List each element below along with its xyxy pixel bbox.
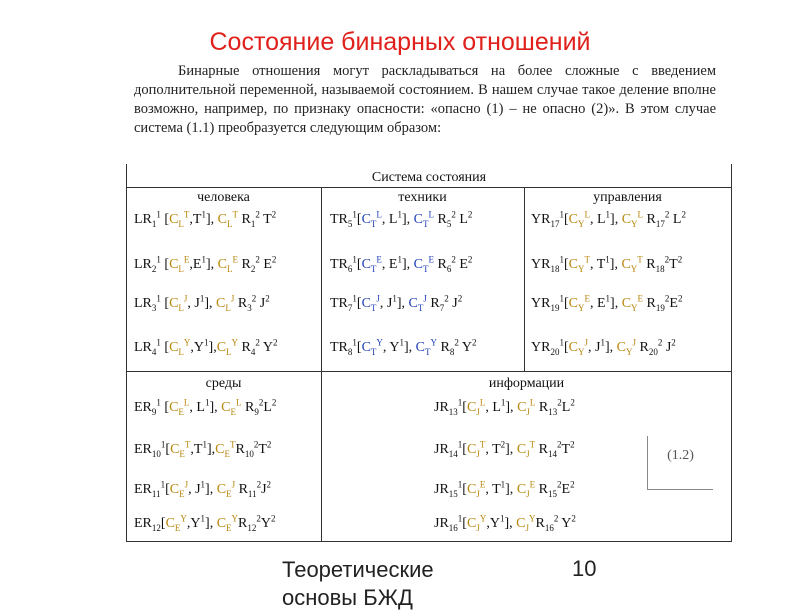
table-line bbox=[126, 371, 732, 372]
formula-tr8: $TR_8^1[C_T^Y$, $Y^1$], $C_T^Y$ $R_8^2$ $Y^2$ bbox=[330, 337, 477, 357]
header-environment: среды bbox=[205, 376, 242, 391]
table-line bbox=[321, 187, 322, 542]
formula-jr14: $JR_{14}^1[C_J^T$, $T^2$], $C_J^T$ $R_{14}^2T^2$ bbox=[434, 439, 575, 459]
formula-yr19: $YR_{19}^1[C_Y^E$, $E^1$], $C_Y^E$ $R_{19}^2E^2$ bbox=[531, 293, 683, 313]
formula-lr4: $LR_4^1$ $[C_L^Y,Y^1],C_L^Y$ $R_4^2$ $Y^2$ bbox=[134, 337, 278, 357]
formula-tr6: $TR_6^1[C_T^E$, $E^1$], $C_T^E$ $R_6^2$ $E^2$ bbox=[330, 254, 473, 274]
header-information: информации bbox=[488, 376, 565, 391]
formula-er11: $ER_{11}^1[C_E^J$, $J^1$], $C_E^J$ $R_{11}^2J^2$ bbox=[134, 479, 272, 499]
formula-tr7: $TR_7^1[C_T^J$, $J^1$], $C_T^J$ $R_7^2$ $J^2$ bbox=[330, 293, 463, 313]
formula-lr3: $LR_3^1$ [$C_L^J$, $J^1$], $C_L^J$ $R_3^2$ $J^2$ bbox=[134, 293, 270, 313]
table-title: Система состояния bbox=[371, 170, 487, 185]
formula-er9: $ER_9^1$ [$C_E^L$, $L^1$], $C_E^L$ $R_9^2L^2$ bbox=[134, 397, 277, 417]
formula-er10: $ER_{10}^1[C_E^T,T^1],C_E^TR_{10}^2T^2$ bbox=[134, 439, 272, 459]
header-technics: техники bbox=[398, 190, 447, 205]
slide-title: Состояние бинарных отношений bbox=[209, 28, 591, 56]
intro-paragraph: Бинарные отношения могут раскладываться на более сложные с введением дополнительной переменной, называемой состоянием. В нашем случае такое деление вполне возможно, например, по признаку опасности: «опасно (1) – не опасно (2)». В этом случае система (1.1) преобразуется следующим образом: bbox=[134, 63, 716, 136]
header-human: человека bbox=[197, 190, 250, 205]
formula-jr16: $JR_{16}^1[C_J^Y,Y^1]$, $C_J^YR_{16}^2$ $Y^2$ bbox=[434, 513, 576, 533]
footer-title: Теоретические основы БЖД bbox=[282, 557, 434, 610]
table-line bbox=[126, 164, 127, 542]
formula-jr13: $JR_{13}^1[C_J^L$, $L^1$], $C_J^L$ $R_{13}^2L^2$ bbox=[434, 397, 575, 417]
table-line bbox=[126, 541, 732, 542]
equation-number: (1.2) bbox=[647, 436, 713, 490]
formula-er12: $ER_{12}[C_E^Y,Y^1]$, $C_E^YR_{12}^2Y^2$ bbox=[134, 513, 276, 533]
formula-yr20: $YR_{20}^1[C_Y^J$, $J^1$], $C_Y^J$ $R_{20}^2$ $J^2$ bbox=[531, 337, 676, 357]
formula-lr1: $LR_1^1$ $[C_L^T,T^1]$, $C_L^T$ $R_1^2$ $T^2$ bbox=[134, 209, 277, 229]
table-line bbox=[731, 164, 732, 542]
formula-yr18: $YR_{18}^1[C_Y^T$, $T^1$], $C_Y^T$ $R_{18}^2T^2$ bbox=[531, 254, 683, 274]
formula-tr5: $TR_5^1[C_T^L$, $L^1$], $C_T^L$ $R_5^2$ $L^2$ bbox=[330, 209, 473, 229]
table-line bbox=[524, 187, 525, 371]
state-system-table bbox=[126, 164, 732, 542]
page-number: 10 bbox=[572, 556, 597, 581]
header-management: управления bbox=[593, 190, 662, 205]
formula-jr15: $JR_{15}^1[C_J^E$, $T^1$], $C_J^E$ $R_{15}^2E^2$ bbox=[434, 479, 575, 499]
table-line bbox=[126, 187, 732, 188]
formula-lr2: $LR_2^1$ $[C_L^E,E^1]$, $C_L^E$ $R_2^2$ $E^2$ bbox=[134, 254, 277, 274]
formula-yr17: $YR_{17}^1[C_Y^L$, $L^1$], $C_Y^L$ $R_{17}^2$ $L^2$ bbox=[531, 209, 686, 229]
